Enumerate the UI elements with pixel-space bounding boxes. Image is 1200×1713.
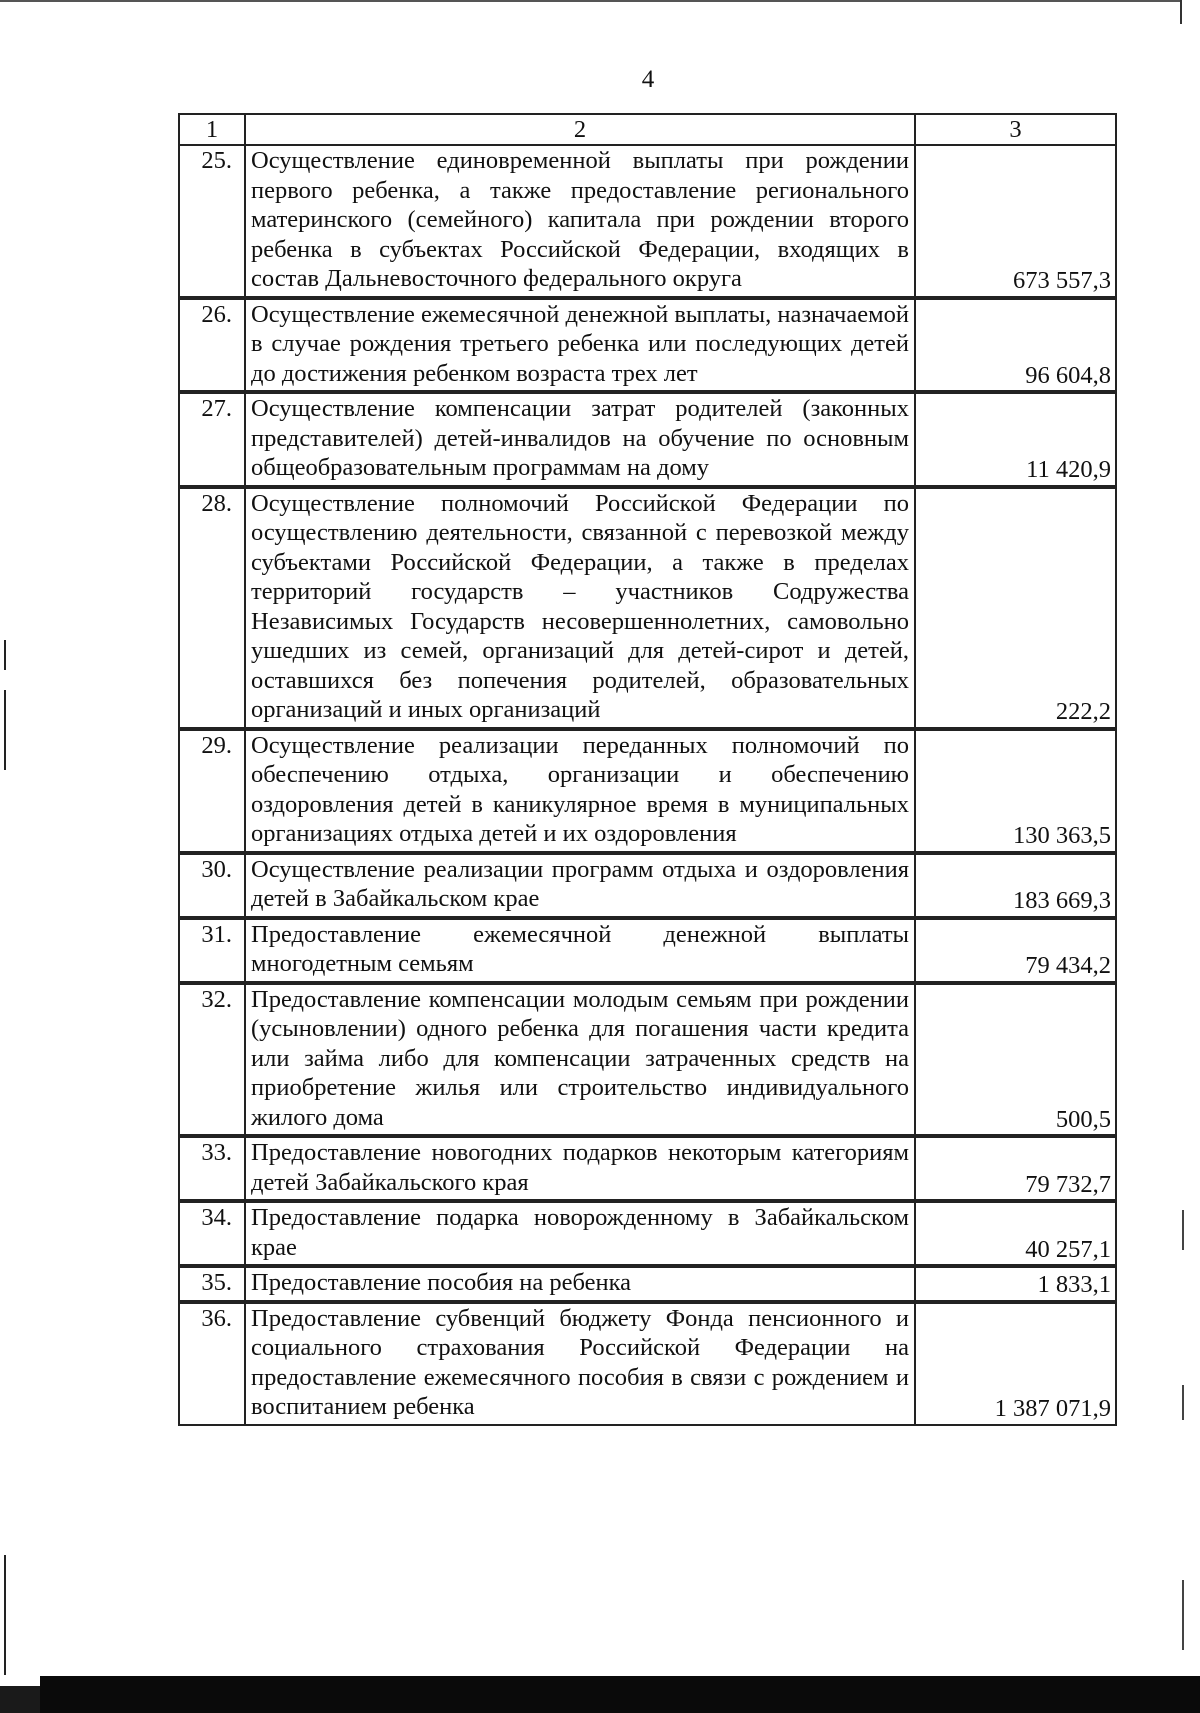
row-description: Предоставление пособия на ребенка xyxy=(245,1266,915,1302)
scan-margin-mark xyxy=(4,1555,6,1675)
row-description: Осуществление реализации программ отдыха и оздоровления детей в Забайкальском крае xyxy=(245,853,915,918)
table-row xyxy=(179,853,1116,918)
row-description: Предоставление ежемесячной денежной выплаты многодетным семьям xyxy=(245,918,915,983)
table-row xyxy=(179,983,1116,1137)
row-amount: 500,5 xyxy=(915,983,1116,1137)
scan-margin-mark xyxy=(4,640,6,670)
table-row xyxy=(179,1266,1116,1302)
row-number: 31. xyxy=(179,918,245,983)
row-amount: 1 387 071,9 xyxy=(915,1302,1116,1425)
row-amount: 1 833,1 xyxy=(915,1266,1116,1302)
row-description: Предоставление новогодних подарков некоторым категориям детей Забайкальского края xyxy=(245,1136,915,1201)
scan-margin-mark xyxy=(1182,1210,1184,1250)
row-number: 33. xyxy=(179,1136,245,1201)
row-number: 28. xyxy=(179,487,245,729)
row-number: 27. xyxy=(179,392,245,487)
table-row xyxy=(179,918,1116,983)
table-row xyxy=(179,298,1116,393)
row-description: Осуществление компенсации затрат родителей (законных представителей) детей-инвалидов на обучение по основным общеобразовательным программам на дому xyxy=(245,392,915,487)
table-row xyxy=(179,145,1116,298)
row-amount: 11 420,9 xyxy=(915,392,1116,487)
scan-bottom-bar xyxy=(40,1676,1200,1713)
row-description: Осуществление ежемесячной денежной выплаты, назначаемой в случае рождения третьего ребенка или последующих детей до достижения ребенком возраста трех лет xyxy=(245,298,915,393)
table-row xyxy=(179,1302,1116,1425)
row-number: 35. xyxy=(179,1266,245,1302)
column-header-description: 2 xyxy=(245,114,915,145)
row-number: 26. xyxy=(179,298,245,393)
column-header-number: 1 xyxy=(179,114,245,145)
scan-margin-mark xyxy=(1182,1385,1184,1420)
row-number: 25. xyxy=(179,145,245,298)
table-row xyxy=(179,392,1116,487)
row-amount: 130 363,5 xyxy=(915,729,1116,853)
row-number: 30. xyxy=(179,853,245,918)
row-number: 32. xyxy=(179,983,245,1137)
page-number: 4 xyxy=(641,66,655,93)
column-header-amount: 3 xyxy=(915,114,1116,145)
scan-margin-mark xyxy=(1182,1580,1184,1650)
row-description: Осуществление реализации переданных полномочий по обеспечению отдыха, организации и обеспечению оздоровления детей в каникулярное время в муниципальных организациях отдыха детей и их оздоровления xyxy=(245,729,915,853)
table-row xyxy=(179,487,1116,729)
row-description: Предоставление подарка новорожденному в Забайкальском крае xyxy=(245,1201,915,1266)
row-description: Осуществление единовременной выплаты при рождении первого ребенка, а также предоставление регионального материнского (семейного) капитала при рождении второго ребенка в субъектах Российской Федерации, входящих в состав Дальневосточного федерального округа xyxy=(245,145,915,298)
budget-table xyxy=(178,113,1117,1426)
scan-bottom-shadow xyxy=(0,1686,40,1713)
row-amount: 96 604,8 xyxy=(915,298,1116,393)
row-number: 36. xyxy=(179,1302,245,1425)
table-row xyxy=(179,729,1116,853)
row-amount: 79 434,2 xyxy=(915,918,1116,983)
table-header-row xyxy=(179,114,1116,145)
scan-top-edge xyxy=(0,0,1180,2)
row-amount: 673 557,3 xyxy=(915,145,1116,298)
row-number: 34. xyxy=(179,1201,245,1266)
row-amount: 79 732,7 xyxy=(915,1136,1116,1201)
scan-margin-mark xyxy=(4,690,6,770)
table-row xyxy=(179,1136,1116,1201)
row-description: Предоставление субвенций бюджету Фонда пенсионного и социального страхования Российской Федерации на предоставление ежемесячного пособия в связи с рождением и воспитанием ребенка xyxy=(245,1302,915,1425)
row-description: Предоставление компенсации молодым семьям при рождении (усыновлении) одного ребенка для погашения части кредита или займа либо для компенсации затраченных средств на приобретение жилья или строительство индивидуального жилого дома xyxy=(245,983,915,1137)
row-amount: 183 669,3 xyxy=(915,853,1116,918)
row-description: Осуществление полномочий Российской Федерации по осуществлению деятельности, связанной с перевозкой между субъектами Российской Федерации, а также в пределах территорий государств – участников Содружества Независимых Государств несовершеннолетних, самовольно ушедших из семей, организаций для детей-сирот и детей, оставшихся без попечения родителей, образовательных организаций и иных организаций xyxy=(245,487,915,729)
row-amount: 40 257,1 xyxy=(915,1201,1116,1266)
table-row xyxy=(179,1201,1116,1266)
row-amount: 222,2 xyxy=(915,487,1116,729)
scan-right-edge xyxy=(1180,0,1182,24)
row-number: 29. xyxy=(179,729,245,853)
